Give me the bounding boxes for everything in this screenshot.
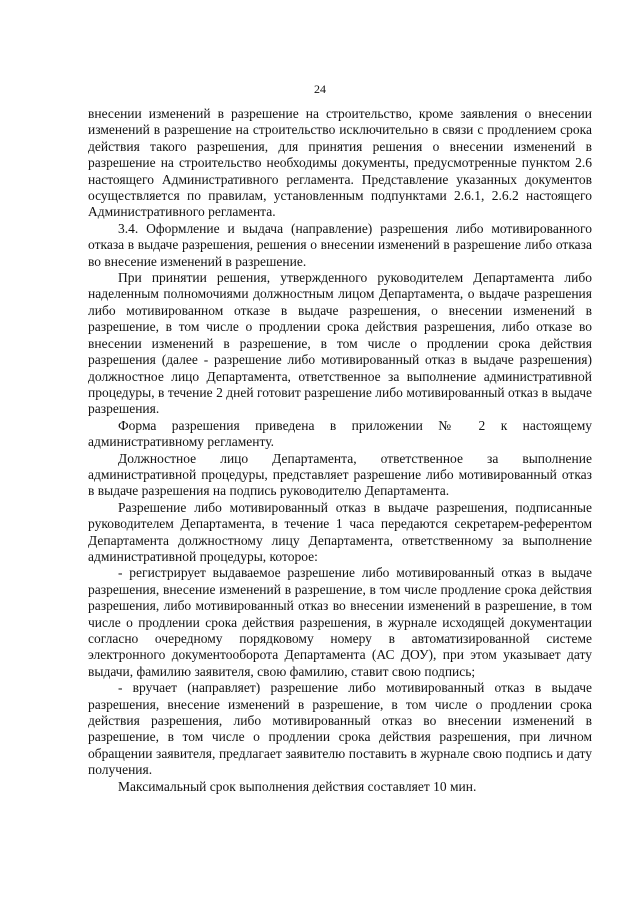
paragraph-section-3-4-heading: 3.4. Оформление и выдача (направление) разрешения либо мотивированного отказа в выдаче разрешения, решения о внесении изменений в разрешение либо отказа во внесение изменений в разрешение.: [88, 220, 592, 269]
paragraph-continuation: внесении изменений в разрешение на строительство, кроме заявления о внесении изменений в разрешение на строительство исключительно в связи с продлением срока действия такого разрешения, для принятия решения о внесении изменений в разрешение на строительство необходимы документы, предусмотренные пунктом 2.6 настоящего Административного регламента. Представление указанных документов осуществляется по правилам, установленным подпунктами 2.6.1, 2.6.2 настоящего Административного регламента.: [88, 106, 592, 220]
page-number: 24: [314, 82, 326, 96]
list-item-registers: - регистрирует выдаваемое разрешение либо мотивированный отказ в выдаче разрешения, внесение изменений в разрешение, в том числе продление срока действия разрешения, либо мотивированный отказ во внесении изменений в разрешение, в том числе о продлении срока действия разрешения, в журнале исходящей документации согласно очередному порядковому номеру в автоматизированной системе электронного документооборота Департамента (АС ДОУ), при этом указывает дату выдачи, фамилию заявителя, свою фамилию, ставит свою подпись;: [88, 565, 592, 679]
document-body: [88, 106, 592, 795]
list-item-delivers: - вручает (направляет) разрешение либо мотивированный отказ в выдаче разрешения, внесение изменений в разрешение, в том числе о продлении срока действия разрешения, либо мотивированный отказ во внесении изменений в разрешение, в том числе о продлении срока действия разрешения, при личном обращении заявителя, предлагает заявителю поставить в журнале свою подпись и дату получения.: [88, 680, 592, 778]
paragraph-decision: При принятии решения, утвержденного руководителем Департамента либо наделенным полномочиями должностным лицом Департамента, о выдаче разрешения либо мотивированном отказе в выдаче разрешения, о внесении изменений в разрешение, в том числе о продлении срока действия разрешения, либо отказе во внесении изменений в разрешение, в том числе о продлении срока действия разрешения (далее - разрешение либо мотивированный отказ в выдаче разрешения) должностное лицо Департамента, ответственное за выполнение административной процедуры, в течение 2 дней готовит разрешение либо мотивированный отказ в выдаче разрешения.: [88, 270, 592, 417]
paragraph-signature-submission: Должностное лицо Департамента, ответственное за выполнение административной процедуры, представляет разрешение либо мотивированный отказ в выдаче разрешения на подпись руководителю Департамента.: [88, 450, 592, 499]
paragraph-permit-form: Форма разрешения приведена в приложении № 2 к настоящему административному регламенту.: [88, 417, 592, 450]
paragraph-transfer: Разрешение либо мотивированный отказ в выдаче разрешения, подписанные руководителем Департамента, в течение 1 часа передаются секретарем-референтом Департамента должностному лицу Департамента, ответственному за выполнение административной процедуры, которое:: [88, 499, 592, 564]
paragraph-max-duration: Максимальный срок выполнения действия составляет 10 мин.: [118, 778, 477, 794]
